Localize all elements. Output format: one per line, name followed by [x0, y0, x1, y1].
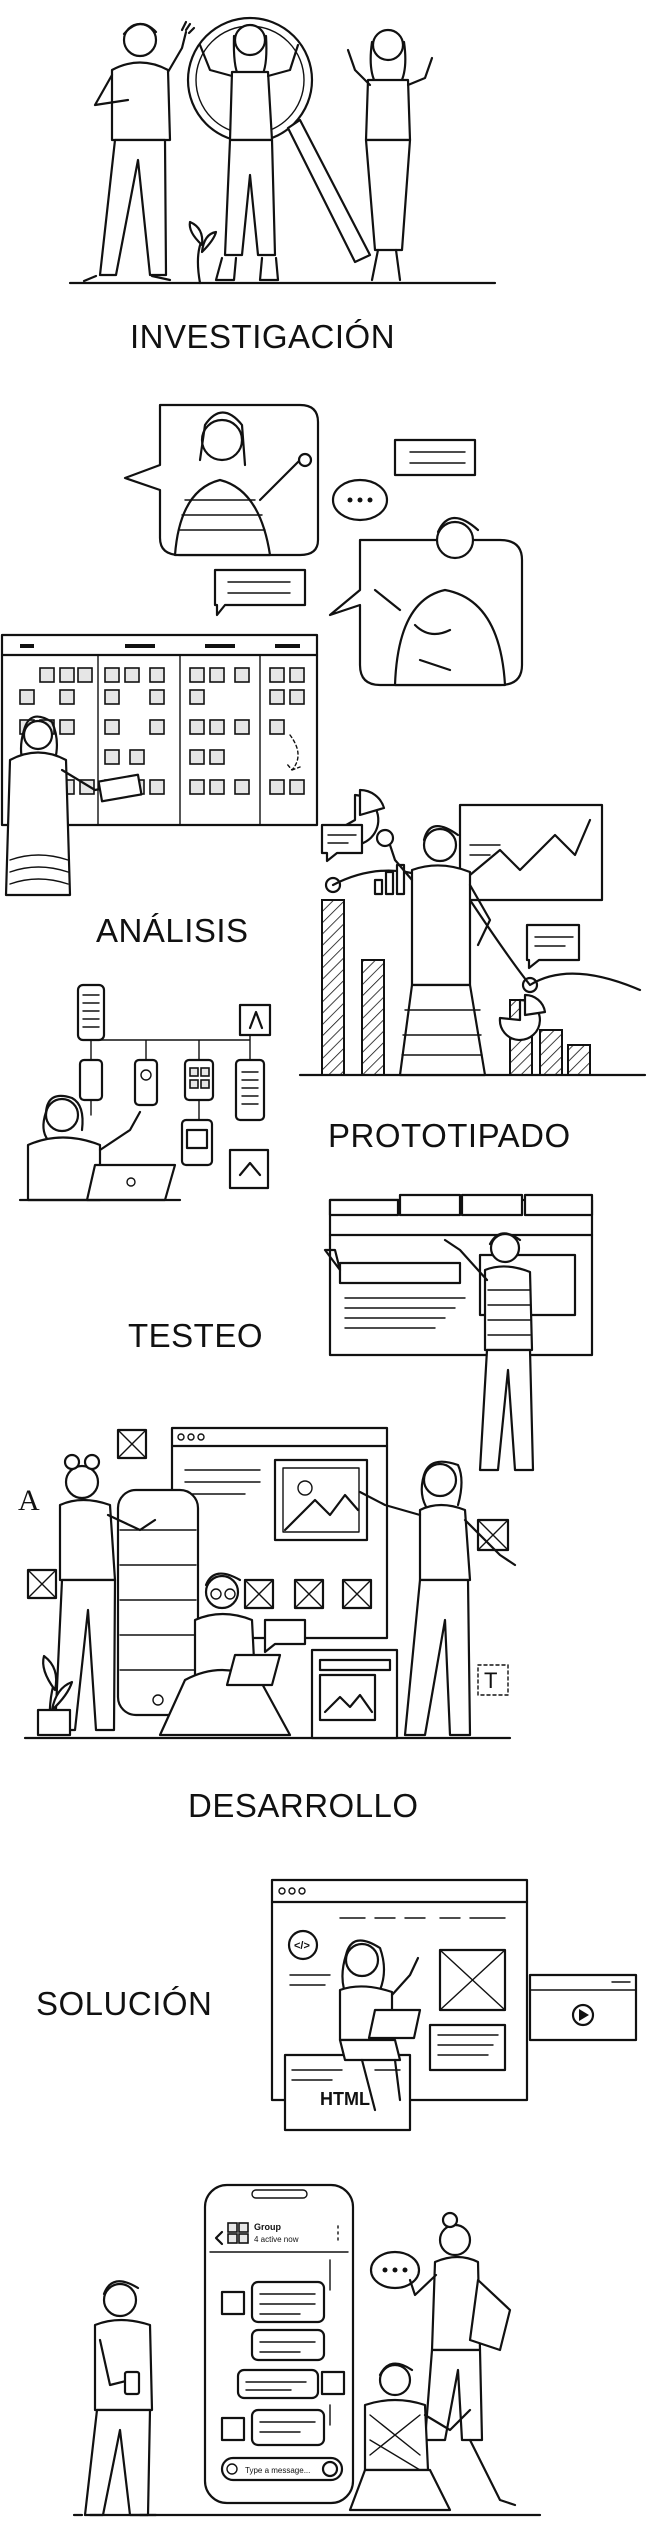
code-icon: </>	[294, 1940, 310, 1952]
stage-label-testeo: TESTEO	[128, 1317, 264, 1354]
chart-bar	[568, 1045, 590, 1075]
chat-group-title: Group	[254, 2222, 281, 2232]
send-icon	[323, 2462, 337, 2476]
stage-label-prototipado: PROTOTIPADO	[328, 1117, 571, 1154]
chat-input-placeholder: Type a message...	[245, 2466, 311, 2475]
person-man-phone	[74, 2281, 156, 2515]
development-illustration	[18, 1428, 515, 1738]
solution-illustration	[272, 1880, 636, 2130]
chart-bar	[362, 960, 384, 1075]
person-man-left	[84, 22, 194, 281]
chat-app-illustration	[74, 2185, 540, 2515]
html-label: HTML	[320, 2089, 370, 2109]
analysis-illustration	[300, 790, 645, 1075]
person-woman-laptop	[20, 1096, 180, 1200]
person-woman-center	[200, 25, 298, 280]
letter-a-icon: A	[18, 1484, 40, 1517]
investigation-illustration	[70, 18, 495, 283]
kanban-board-illustration	[2, 635, 317, 895]
stage-label-analisis: ANÁLISIS	[96, 912, 249, 949]
prototype-flow-illustration	[20, 985, 270, 1200]
chart-bar	[322, 900, 344, 1075]
stage-label-solucion: SOLUCIÓN	[36, 1985, 213, 2022]
letter-t-icon: T	[484, 1668, 498, 1693]
stage-label-investigacion: INVESTIGACIÓN	[130, 318, 396, 355]
image-icon	[275, 1460, 367, 1540]
magnifier-icon	[377, 830, 393, 846]
chart-bar	[540, 1030, 562, 1075]
stage-label-desarrollo: DESARROLLO	[188, 1787, 419, 1824]
chat-group-status: 4 active now	[254, 2235, 299, 2244]
